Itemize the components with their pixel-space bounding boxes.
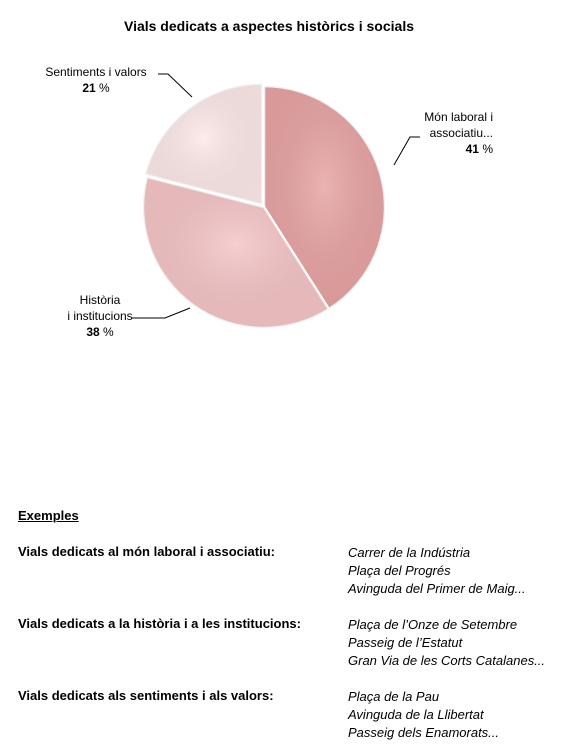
slice-unit: % bbox=[95, 81, 110, 95]
example-item: Gran Via de les Corts Catalanes... bbox=[348, 653, 546, 668]
slice-label bbox=[424, 110, 493, 156]
example-item: Passeig de l’Estatut bbox=[348, 635, 463, 650]
examples-heading: Exemples bbox=[18, 508, 79, 523]
examples-list bbox=[348, 544, 526, 598]
slice-label-line: i institucions bbox=[67, 309, 133, 323]
slice-label-line: Història bbox=[79, 293, 121, 307]
example-item: Plaça del Progrés bbox=[348, 563, 451, 578]
slice-label bbox=[45, 65, 146, 95]
example-item: Avinguda de la Llibertat bbox=[348, 707, 484, 722]
example-item: Plaça de la Pau bbox=[348, 689, 440, 704]
category-title: Vials dedicats als sentiments i als valors: bbox=[18, 688, 274, 703]
category-title: Vials dedicats al món laboral i associatiu: bbox=[18, 544, 275, 559]
leader-line bbox=[158, 74, 192, 97]
slice-unit: % bbox=[99, 325, 114, 339]
slice-unit: % bbox=[478, 142, 493, 156]
chart-title: Vials dedicats a aspectes històrics i socials bbox=[123, 18, 415, 34]
slice-label-line: associatiu... bbox=[429, 126, 493, 140]
slice-label-line: Sentiments i valors bbox=[45, 65, 147, 79]
slice-value: 21 bbox=[82, 81, 96, 95]
example-item: Passeig dels Enamorats... bbox=[348, 725, 500, 740]
examples-list bbox=[348, 616, 545, 670]
slice-label bbox=[67, 293, 132, 339]
slice-label-line: Món laboral i bbox=[424, 110, 493, 124]
example-item: Plaça de l’Onze de Setembre bbox=[348, 617, 518, 632]
example-item: Carrer de la Indústria bbox=[348, 545, 471, 560]
example-item: Avinguda del Primer de Maig... bbox=[348, 581, 526, 596]
leader-line bbox=[132, 308, 190, 318]
slice-value: 41 bbox=[465, 142, 479, 156]
leader-line bbox=[394, 137, 420, 165]
examples-list bbox=[348, 688, 499, 742]
pie-slices bbox=[143, 84, 385, 328]
slice-value: 38 bbox=[86, 325, 100, 339]
category-title: Vials dedicats a la història i a les institucions: bbox=[18, 616, 301, 631]
